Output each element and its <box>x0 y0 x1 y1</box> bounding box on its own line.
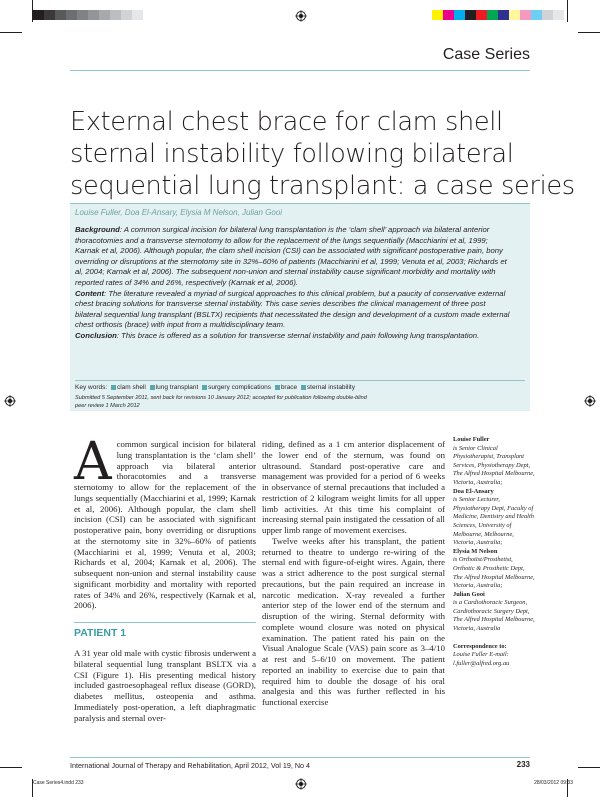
color-bar <box>432 10 564 20</box>
registration-mark-left <box>4 395 16 407</box>
keywords <box>75 380 525 391</box>
title-line: External chest brace for clam shell <box>70 107 503 137</box>
crop-mark <box>32 0 33 22</box>
print-slug-date: 28/03/2012 09:33 <box>534 780 573 786</box>
grayscale-bar <box>33 10 143 20</box>
print-slug-file: Case Series4.indd 233 <box>33 780 84 786</box>
abstract-content: Content: The literature revealed a myriad of surgical approaches to this clinical problem, but a paucity of conservative external chest bracing solutions for transverse sternal instability. This case series describes the clinical management of three post bilateral sequential lung transplant (BSLTX) recipients that necessitated the design and development of a custom made external chest orthosis (brace) with input from a multidisciplinary team. <box>75 288 510 330</box>
abstract-conclusion: Conclusion: This brace is offered as a solution for transverse sternal instability and pain following lung transplantation. <box>75 330 480 340</box>
keyword: clam shell <box>116 384 146 391</box>
crop-mark <box>567 0 568 22</box>
body-column-2 <box>262 439 445 708</box>
body-intro <box>74 432 256 611</box>
paragraph: Twelve weeks after his transplant, the patient returned to theatre to undergo re-wiring of the sternal end with figure-of-eight wires. Again, there was a strict adherence to the post surgical sternal precautions, but the pain required an increase in narcotic medication. X-ray revealed a further anterior step of the lower end of the sternum and disruption of the wiring. Sternal deformity with complete wound closure was noted on physical examination. The patient rated his pain on the Visual Analogue Scale (VAS) pain score as 3–4/10 at rest and 5–6/10 on movement. The patient reported an inability to exercise due to pain that required him to double the dosage of his oral analgesia and this was further reflected in his functional exercise <box>262 535 445 707</box>
affiliation-entry: Louise Fuller is Senior Clinical Physiotherapist, Transplant Services, Physiotherapy Dept, The Alfred Hospital Melbourne, Victoria, Australia; <box>453 436 535 486</box>
correspondence: Correspondence to: Louise Fuller E-mail: l.fuller@alfred.org.au <box>453 642 510 667</box>
abstract-background: Background: A common surgical incision for bilateral lung transplantation is the ‘clam shell’ approach via bilateral anterior thoracotomies and a transverse sternotomy to allow for the replacement of the lungs sequentially (Macchiarini et al, 1999; Karnak et al, 2006). Although popular, the clam shell incision (CSI) can be associated with significant postoperative pain, bony overriding or disruptions at the sternotomy site in 32%–60% of patients (Macchiarini et al, 1999; Venuta et al, 2003; Richards et al, 2004; Karnak et al, 2006). The subsequent non-union and sternal instability cause significant morbidity and mortality with reported rates of 34% and 26%, respectively (Karnak et al, 2006). <box>75 225 507 287</box>
abstract-box <box>70 203 530 411</box>
keyword: surgery complications <box>208 384 271 391</box>
patient-1-text: A 31 year old male with cystic fibrosis underwent a bilateral sequential lung transplant BSLTX via a CSI (Figure 1). His presenting medical history included gastroesophageal reflux disease (GORD), diabetes mellitus, osteopenia and asthma. Immediately post-operation, a left diaphragmatic paralysis and sternal over- <box>74 648 256 723</box>
patient-1-heading: PATIENT 1 <box>74 622 256 639</box>
crop-mark <box>0 767 22 768</box>
crop-mark <box>578 767 600 768</box>
section-rule <box>70 70 530 71</box>
keyword: brace <box>280 384 298 391</box>
registration-mark-right <box>584 395 596 407</box>
registration-mark-bottom <box>295 778 307 790</box>
affiliation-entry: Doa El-Ansary is Senior Lecturer, Physiotherapy Dept, Faculty of Medicine, Dentistry and Health Sciences, University of Melbourne, Melbourne, Victoria, Australia; <box>453 487 534 547</box>
author-affiliations <box>453 436 535 668</box>
submission-dates: Submitted 5 September 2011, sent back for revisions 10 January 2012; accepted for publication following double-blind peer review 1 March 2012 <box>75 395 367 409</box>
affiliation-entry: Julian Gooi is a Cardiothoracic Surgeon, Cardiothoracic Surgery Dept, The Alfred Hospital Melbourne, Victoria, Australia <box>453 590 535 633</box>
paragraph: riding, defined as a 1 cm anterior displacement of the lower end of the sternum, was found on ultrasound. Standard post-operative care and management was provided for a period of 6 weeks in observance of sternal precautions that included a restriction of 2 kilogram weight limits for all upper limb activities. At this time his complaint of increasing sternal pain instigated the cessation of all upper limb range of movement exercises. <box>262 439 445 535</box>
page-number: 233 <box>516 760 530 769</box>
footer-rule <box>70 757 530 758</box>
section-label: Case Series <box>442 46 530 63</box>
journal-citation: International Journal of Therapy and Rehabilitation, April 2012, Vol 19, No 4 <box>70 761 311 770</box>
article-title <box>70 106 575 202</box>
crop-mark <box>0 32 22 33</box>
title-line: sequential lung transplant: a case series <box>70 171 575 201</box>
abstract-text <box>75 225 513 342</box>
keyword: sternal instability <box>306 384 355 391</box>
author-list: Louise Fuller, Doa El-Ansary, Elysia M Nelson, Julian Gooi <box>75 208 283 217</box>
crop-mark <box>578 32 600 33</box>
keywords-label: Key words: <box>75 384 108 391</box>
keyword: lung transplant <box>155 384 199 391</box>
drop-cap: A <box>74 432 112 492</box>
title-line: sternal instability following bilateral <box>70 139 514 169</box>
affiliation-entry: Elysia M Nelson is Orthotist/Prosthetist, Orthotic & Prosthetic Dept, The Alfred Hospital Melbourne, Victoria, Australia; <box>453 547 535 590</box>
registration-mark-top <box>295 10 307 22</box>
intro-text: common surgical incision for bilateral lung transplantation is the ‘clam shell’ approach via bilateral anterior thoracotomies and a transverse sternotomy to allow for the replacement of the lungs sequentially (Macchiarini et al, 1999; Karnak et al, 2006). Although popular, the clam shell incision (CSI) can be associated with significant postoperative pain, bony overriding or disruptions at the sternotomy site in 32%–60% of patients (Macchiarini et al, 1999; Venuta et al, 2003; Richards et al, 2004; Karnak et al, 2006). The subsequent non-union and sternal instability cause significant morbidity and mortality with reported rates of 34% and 26%, respectively (Karnak et al, 2006). <box>74 439 256 611</box>
